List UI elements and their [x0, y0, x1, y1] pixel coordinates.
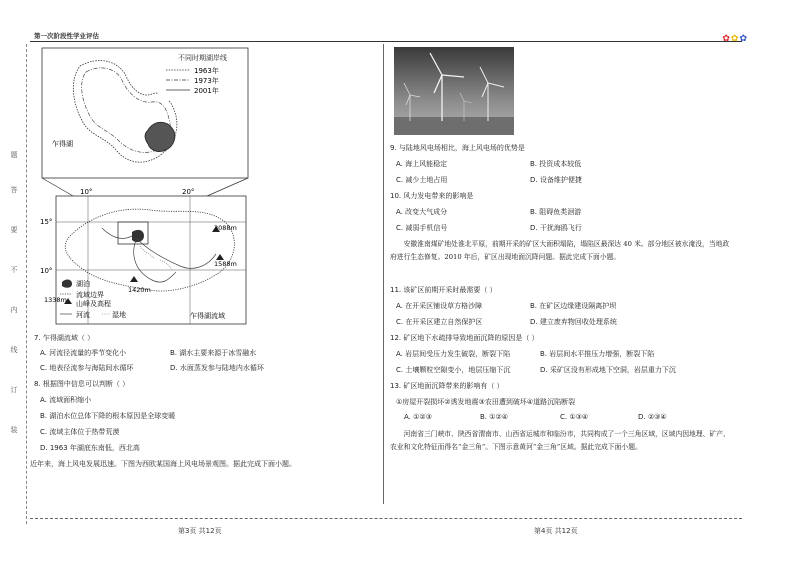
legend-label-1973: 1973年 [194, 77, 219, 85]
basin-label: 乍得湖流域 [190, 312, 225, 320]
margin-label: 线 [10, 346, 18, 354]
margin-label: 要 [10, 226, 18, 234]
option-12b: B. 岩层间水平推压力增强，断裂下陷 [540, 350, 655, 358]
option-11c: C. 在开采区建立自然保护区 [396, 318, 483, 326]
option-12d: D. 采矿区没有形成地下空洞，岩层重力下沉 [540, 366, 676, 374]
option-9b: B. 投资成本较低 [530, 160, 582, 168]
option-8a: A. 流域面积缩小 [40, 396, 92, 404]
option-9d: D. 设备维护便捷 [530, 176, 582, 184]
question-13: 13. 矿区地面沉降带来的影响有（ ） [390, 382, 504, 390]
margin-label: 答 [10, 186, 18, 194]
option-13c: C. ①③④ [560, 413, 589, 421]
margin-label: 订 [10, 386, 18, 394]
binding-line [26, 44, 27, 524]
legend-wetland: 湿地 [112, 311, 126, 319]
margin-label: 装 [10, 426, 18, 434]
elevation-label: 1338m [44, 296, 67, 304]
photo-sea [394, 117, 514, 135]
page-number-left: 第3页 共12页 [178, 527, 222, 535]
legend-boundary: 流域边界 [76, 291, 104, 299]
option-7a: A. 河流径流量的季节变化小 [40, 349, 127, 357]
legend-river: 河流 [76, 311, 90, 319]
elevation-label: 1420m [128, 286, 151, 294]
option-9c: C. 减少土地占用 [396, 176, 448, 184]
question-13-statements: ①房屋开裂损坏②诱发地震③农田遭到破坏④道路沉陷断裂 [396, 398, 576, 406]
question-7: 7. 乍得湖流域（ ） [34, 334, 95, 342]
question-8: 8. 根据图中信息可以判断（ ） [34, 380, 130, 388]
option-10d: D. 干扰海鸥飞行 [530, 224, 582, 232]
flower-icon: ✿ [730, 34, 740, 44]
option-8b: B. 湖泊水位总体下降的根本原因是全球变暖 [40, 412, 176, 420]
question-9: 9. 与陆地风电场相比，海上风电场的优势是 [390, 144, 525, 152]
passage-mining: 安徽淮南煤矿地处淮北平原，前期开采的矿区大面积塌陷，塌陷区最深达 40 米。部分地区被水淹没，当地政府进行生态修复。2010 年后，矿区出现地面沉降问题。据此完成下面小题。 [390, 240, 730, 261]
legend-title: 不同时期湖岸线 [178, 54, 227, 62]
option-13d: D. ②③④ [638, 413, 667, 421]
option-9a: A. 海上风能稳定 [396, 160, 448, 168]
flower-decoration [722, 34, 748, 44]
option-10b: B. 阻碍鱼类洄游 [530, 208, 582, 216]
option-8c: C. 流域主体位于热带荒漠 [40, 428, 120, 436]
flower-icon: ✿ [722, 34, 731, 44]
option-12a: A. 岩层间受压力发生破裂，断裂下陷 [396, 350, 511, 358]
option-7b: B. 湖水主要来源于冰雪融水 [170, 349, 257, 357]
margin-label: 内 [10, 306, 18, 314]
longitude-label: 10° [80, 188, 93, 196]
legend-label-1963: 1963年 [194, 67, 219, 75]
question-11: 11. 该矿区前期开采时最需要（ ） [390, 286, 497, 294]
question-10: 10. 风力发电带来的影响是 [390, 192, 474, 200]
option-10a: A. 改变大气成分 [396, 208, 448, 216]
passage-wind: 近年来，海上风电发展迅速。下图为西欧某国海上风电场景观图。据此完成下面小题。 [30, 460, 296, 468]
option-11d: D. 建立废弃物回收处理系统 [530, 318, 617, 326]
column-divider [383, 44, 384, 504]
page-header-title: 第一次阶段性学业评估 [34, 32, 99, 40]
legend-lake: 湖泊 [76, 280, 90, 288]
question-12: 12. 矿区地下水疏排导致地面沉降的原因是（ ） [390, 334, 539, 342]
option-13b: B. ①②④ [480, 413, 509, 421]
latitude-label: 15° [40, 218, 53, 226]
option-12c: C. 土壤颗粒空隙变小，地层压缩下沉 [396, 366, 511, 374]
legend-peak: 山峰及高程 [76, 300, 111, 308]
margin-label: 题 [10, 151, 18, 159]
lake-name-label: 乍得湖 [52, 140, 73, 148]
lake-chad-figure [40, 46, 250, 328]
latitude-label: 10° [40, 267, 53, 275]
page-number-right: 第4页 共12页 [534, 527, 578, 535]
flower-icon: ✿ [739, 34, 748, 44]
header-rule [30, 41, 742, 42]
elevation-label: 3088m [214, 224, 237, 232]
option-11b: B. 在矿区边缘建设隔离护坝 [530, 302, 617, 310]
option-11a: A. 在开采区铺设草方格沙障 [396, 302, 483, 310]
longitude-label: 20° [182, 188, 195, 196]
option-7c: C. 地表径流参与海陆间水循环 [40, 364, 134, 372]
option-10c: C. 减弱手机信号 [396, 224, 448, 232]
elevation-label: 1588m [214, 260, 237, 268]
legend-label-2001: 2001年 [194, 87, 219, 95]
option-7d: D. 水面蒸发参与陆地内水循环 [170, 364, 264, 372]
option-8d: D. 1963 年湖底东南低，西北高 [40, 444, 140, 452]
footer-rule [30, 518, 742, 519]
passage-golden-triangle: 河南省三门峡市、陕西省渭南市、山西省运城市和临汾市，共同构成了一个三角区域，区域内因地理、矿产、农业和文化特征而得名“金三角”。下图示意黄河“金三角”区域。据此完成下面小题。 [390, 430, 730, 451]
wind-farm-photo [394, 47, 514, 135]
margin-label: 不 [10, 266, 18, 274]
option-13a: A. ①②③ [404, 413, 432, 421]
